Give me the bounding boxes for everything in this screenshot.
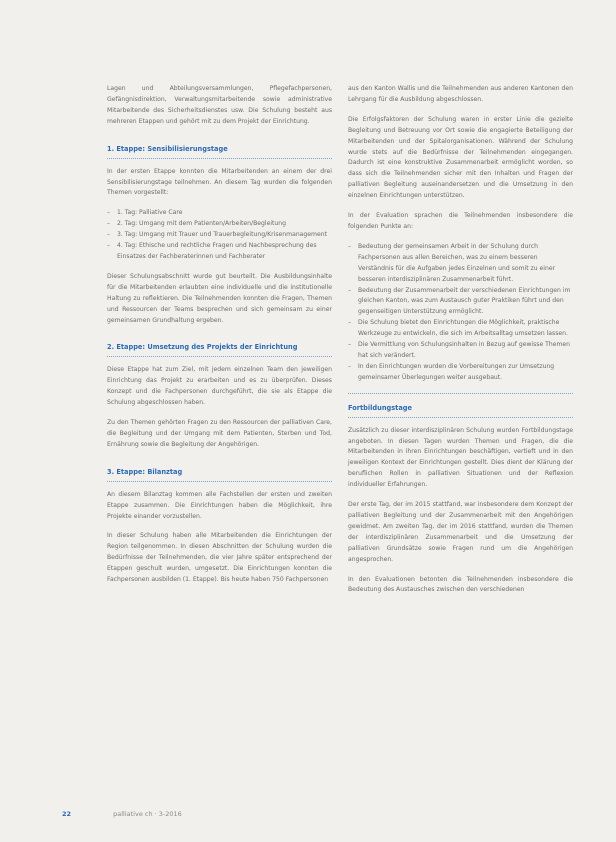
publication-name: palliative ch · 3-2016 <box>113 810 182 818</box>
list-item: – Die Vermittlung von Schulungsinhalten in Bezug auf gewisse Themen hat sich verändert. <box>348 340 573 362</box>
paragraph: Die Erfolgsfaktoren der Schulung waren in erster Linie die gezielte Begleitung und Betreuung vor Ort sowie die engagierte Beteiligung der Mitarbeitenden und der Spitalorganisationen. Während der Schulung wurde stets auf die Bedürfnisse der Teilnehmenden eingegangen. Dadurch ist eine konstruktive Zusammenarbeit ermöglicht worden, so dass sich die Teilnehmenden sicher mit den Inhalten und Fragen der palliativen Begleitung auseinandersetzen und die Umsetzung in den einzelnen Einrichtungen unterstützen. <box>348 115 573 200</box>
paragraph: Zu den Themen gehörten Fragen zu den Ressourcen der palliativen Care, die Begleitung und der Umgang mit dem Patienten, Sterben und Tod, Ernährung sowie die Begleitung der Angehörigen. <box>107 419 332 448</box>
paragraph: Dieser Schulungsabschnitt wurde gut beurteilt. Die Ausbildungsinhalte für die Mitarbeitenden erlaubten eine individuelle und die institutionelle Haltung zu reflektieren. Die Teilnehmenden konnten die Fragen, Themen und Ressourcen der Teams besprechen und sich gemeinsam zu einer gemeinsamen Grundhaltung ergeben. <box>107 272 332 324</box>
list-item: – In den Einrichtungen wurden die Vorbereitungen zur Umsetzung gemeinsamer Überlegungen weiter ausgebaut. <box>348 362 573 384</box>
list-item: – 3. Tag: Umgang mit Trauer und Trauerbegleitung/Krisenmanagement <box>107 230 332 241</box>
paragraph: An diesem Bilanztag kommen alle Fachstellen der ersten und zweiten Etappe zusammen. Die Einrichtungen haben die Möglichkeit, ihre Projekte einander vorzustellen. <box>107 490 332 520</box>
paragraph: In der ersten Etappe konnten die Mitarbeitenden an einem der drei Sensibilisierungstage teilnehmen. An diesem Tag wurden die folgenden Themen vorgestellt: <box>107 167 332 197</box>
paragraph: Diese Etappe hat zum Ziel, mit jedem einzelnen Team den jeweiligen Einrichtung das Projekt zu erarbeiten und es zu überprüfen. Dieses Konzept und die Fachpersonen durchgeführt, die sie als Etappe die Schulung abgeschlossen haben. <box>107 366 332 407</box>
bullet-list <box>107 208 332 263</box>
list-item: – 4. Tag: Ethische und rechtliche Fragen und Nachbesprechung des Einsatzes der Fachberaterinnen und Fachberater <box>107 241 332 263</box>
page-number: 22 <box>62 810 72 818</box>
list-item: – 2. Tag: Umgang mit dem Patienten/Arbeiten/Begleitung <box>107 219 332 230</box>
left-column <box>107 84 332 595</box>
paragraph: Der erste Tag, der im 2015 stattfand, war insbesondere dem Konzept der palliativen Begleitung und der Zusammenarbeit mit den Angehörigen gewidmet. Am zweiten Tag, der im 2016 stattfand, wurden die Themen der interdisziplinären Zusammenarbeit und die Umsetzung der palliativen Grundsätze sowie Fragen rund um die Angehörigen angesprochen. <box>348 501 573 563</box>
right-column <box>348 84 573 605</box>
paragraph: aus den Kanton Wallis und die Teilnehmenden aus anderen Kantonen den Lehrgang für die Ausbildung abgeschlossen. <box>348 85 573 103</box>
divider <box>348 393 573 394</box>
section-heading: 2. Etappe: Umsetzung des Projekts der Einrichtung <box>107 342 332 357</box>
list-item: – Die Schulung bietet den Einrichtungen die Möglichkeit, praktische Werkzeuge zu entwickeln, die sich im Arbeitsalltag umsetzen lassen. <box>348 318 573 340</box>
list-item: – Bedeutung der Zusammenarbeit der verschiedenen Einrichtungen im gleichen Kanton, was zum Austausch guter Praktiken führt und den gegenseitigen Unterstützung ermöglicht. <box>348 286 573 319</box>
section-heading: Fortbildungstage <box>348 403 573 418</box>
list-item: – 1. Tag: Palliative Care <box>107 208 332 219</box>
page-footer <box>62 810 182 818</box>
paragraph: In der Evaluation sprachen die Teilnehmenden insbesondere die folgenden Punkte an: <box>348 212 573 230</box>
paragraph: In den Evaluationen betonten die Teilnehmenden insbesondere die Bedeutung des Austausches zwischen den verschiedenen <box>348 575 573 594</box>
list-item: – Bedeutung der gemeinsamen Arbeit in der Schulung durch Fachpersonen aus allen Bereichen, was zu einem besseren Verständnis für die Aufgaben jedes Einzelnen und somit zu einer besseren interdisziplinären Zusammenarbeit führt. <box>348 242 573 286</box>
paragraph: In dieser Schulung haben alle Mitarbeitenden die Einrichtungen der Region teilgenommen. In diesen Abschnitten der Schulung wurden die Bedürfnisse der Teilnehmenden, die vier Jahre später entsprechend der Etappen geschult wurden, umgesetzt. Die Einrichtungen konnten die Fachpersonen ausbilden (1. Etappe). Bis heute haben 750 Fachpersonen <box>107 532 332 584</box>
section-heading: 3. Etappe: Bilanztag <box>107 467 332 482</box>
bullet-list <box>348 242 573 384</box>
paragraph: Lagen und Abteilungsversammlungen, Pflegefachpersonen, Gefängnisdirektion, Verwaltungsmitarbeitende sowie administrative Mitarbeitende des Sicherheitsdienstes usw. Die Schulung besteht aus mehreren Etappen und gehört mit zu dem Projekt der Einrichtung. <box>107 85 332 125</box>
paragraph: Zusätzlich zu dieser interdisziplinären Schulung wurden Fortbildungstage angeboten. In diesen Tagen wurden Themen und Fragen, die die Mitarbeitenden in ihren Einrichtungen beschäftigen, vertieft und in den jeweiligen Kontext der Einrichtungen gestellt. Dies dient der Klärung der beruflichen Rollen in palliativen Situationen und der Reflexion individueller Erfahrungen. <box>348 426 573 489</box>
section-heading: 1. Etappe: Sensibilisierungstage <box>107 144 332 159</box>
